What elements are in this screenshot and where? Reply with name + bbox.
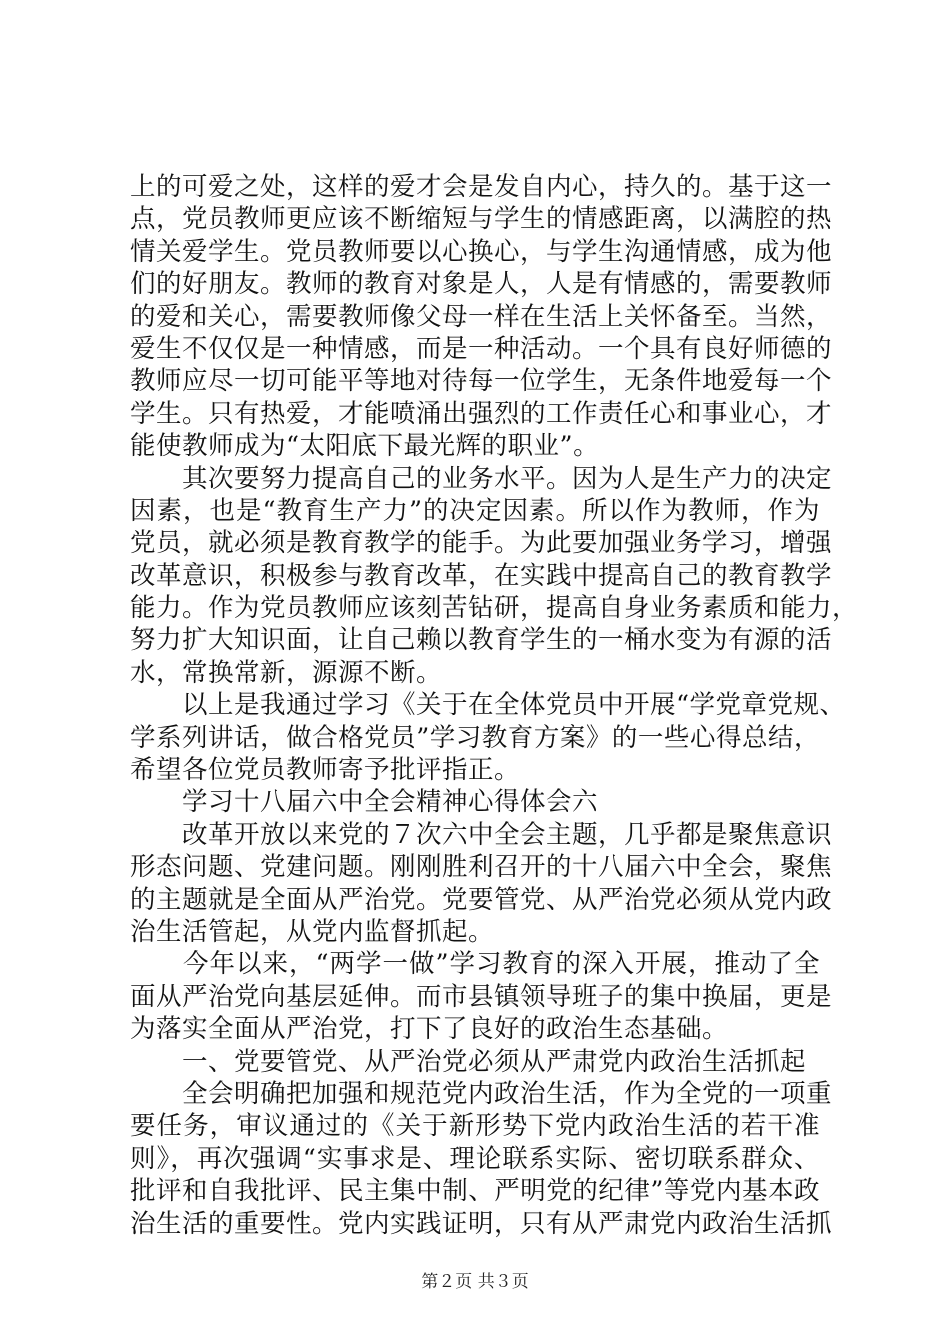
text-line: 党员，就必须是教育教学的能手。为此要加强业务学习，增强: [130, 528, 833, 559]
text-line: 水，常换常新，源源不断。: [130, 657, 443, 688]
text-line: 以上是我通过学习《关于在全体党员中开展“学党章党规、: [130, 690, 846, 721]
text-line: 治生活的重要性。党内实践证明，只有从严肃党内政治生活抓: [130, 1208, 833, 1239]
text-line: 教师应尽一切可能平等地对待每一位学生，无条件地爱每一个: [130, 366, 833, 397]
text-line: 学习十八届六中全会精神心得体会六: [130, 787, 599, 818]
text-line: 点，党员教师更应该不断缩短与学生的情感距离，以满腔的热: [130, 204, 833, 235]
text-line: 的主题就是全面从严治党。党要管党、从严治党必须从党内政: [130, 884, 833, 915]
text-line: 学生。只有热爱，才能喷涌出强烈的工作责任心和事业心，才: [130, 398, 833, 429]
text-line: 爱生不仅仅是一种情感，而是一种活动。一个具有良好师德的: [130, 333, 833, 364]
page-footer: 第２页 共３页: [421, 1272, 529, 1292]
text-line: 改革开放以来党的７次六中全会主题，几乎都是聚焦意识: [130, 819, 833, 850]
text-line: 希望各位党员教师寄予批评指正。: [130, 755, 521, 786]
text-line: 批评和自我批评、民主集中制、严明党的纪律”等党内基本政: [130, 1176, 820, 1207]
text-line: 改革意识，积极参与教育改革，在实践中提高自己的教育教学: [130, 560, 833, 591]
text-line: 情关爱学生。党员教师要以心换心，与学生沟通情感，成为他: [130, 236, 833, 267]
text-line: 面从严治党向基层延伸。而市县镇领导班子的集中换届，更是: [130, 981, 833, 1012]
text-line: 则》，再次强调“实事求是、理论联系实际、密切联系群众、: [130, 1143, 820, 1174]
text-line: 治生活管起，从党内监督抓起。: [130, 916, 495, 947]
text-line: 全会明确把加强和规范党内政治生活，作为全党的一项重: [130, 1078, 833, 1109]
text-line: 努力扩大知识面，让自己赖以教育学生的一桶水变为有源的活: [130, 625, 833, 656]
text-line: 形态问题、党建问题。刚刚胜利召开的十八届六中全会，聚焦: [130, 852, 833, 883]
text-line: 能使教师成为“太阳底下最光辉的职业”。: [130, 431, 600, 462]
text-line: 能力。作为党员教师应该刻苦钻研，提高自身业务素质和能力，: [130, 593, 859, 624]
text-line: 今年以来，“两学一做”学习教育的深入开展，推动了全: [130, 949, 820, 980]
text-line: 其次要努力提高自己的业务水平。因为人是生产力的决定: [130, 463, 833, 494]
text-line: 为落实全面从严治党，打下了良好的政治生态基础。: [130, 1014, 729, 1045]
text-line: 上的可爱之处，这样的爱才会是发自内心，持久的。基于这一: [130, 172, 833, 202]
document-body: [130, 171, 859, 1240]
text-line: 要任务，审议通过的《关于新形势下党内政治生活的若干准: [130, 1111, 820, 1142]
text-line: 一、党要管党、从严治党必须从严肃党内政治生活抓起: [130, 1046, 807, 1077]
text-line: 学系列讲话，做合格党员”学习教育方案》的一些心得总结，: [130, 722, 820, 753]
text-line: 们的好朋友。教师的教育对象是人，人是有情感的，需要教师: [130, 269, 833, 300]
text-line: 的爱和关心，需要教师像父母一样在生活上关怀备至。当然，: [130, 301, 833, 332]
text-line: 因素，也是“教育生产力”的决定因素。所以作为教师，作为: [130, 495, 820, 526]
